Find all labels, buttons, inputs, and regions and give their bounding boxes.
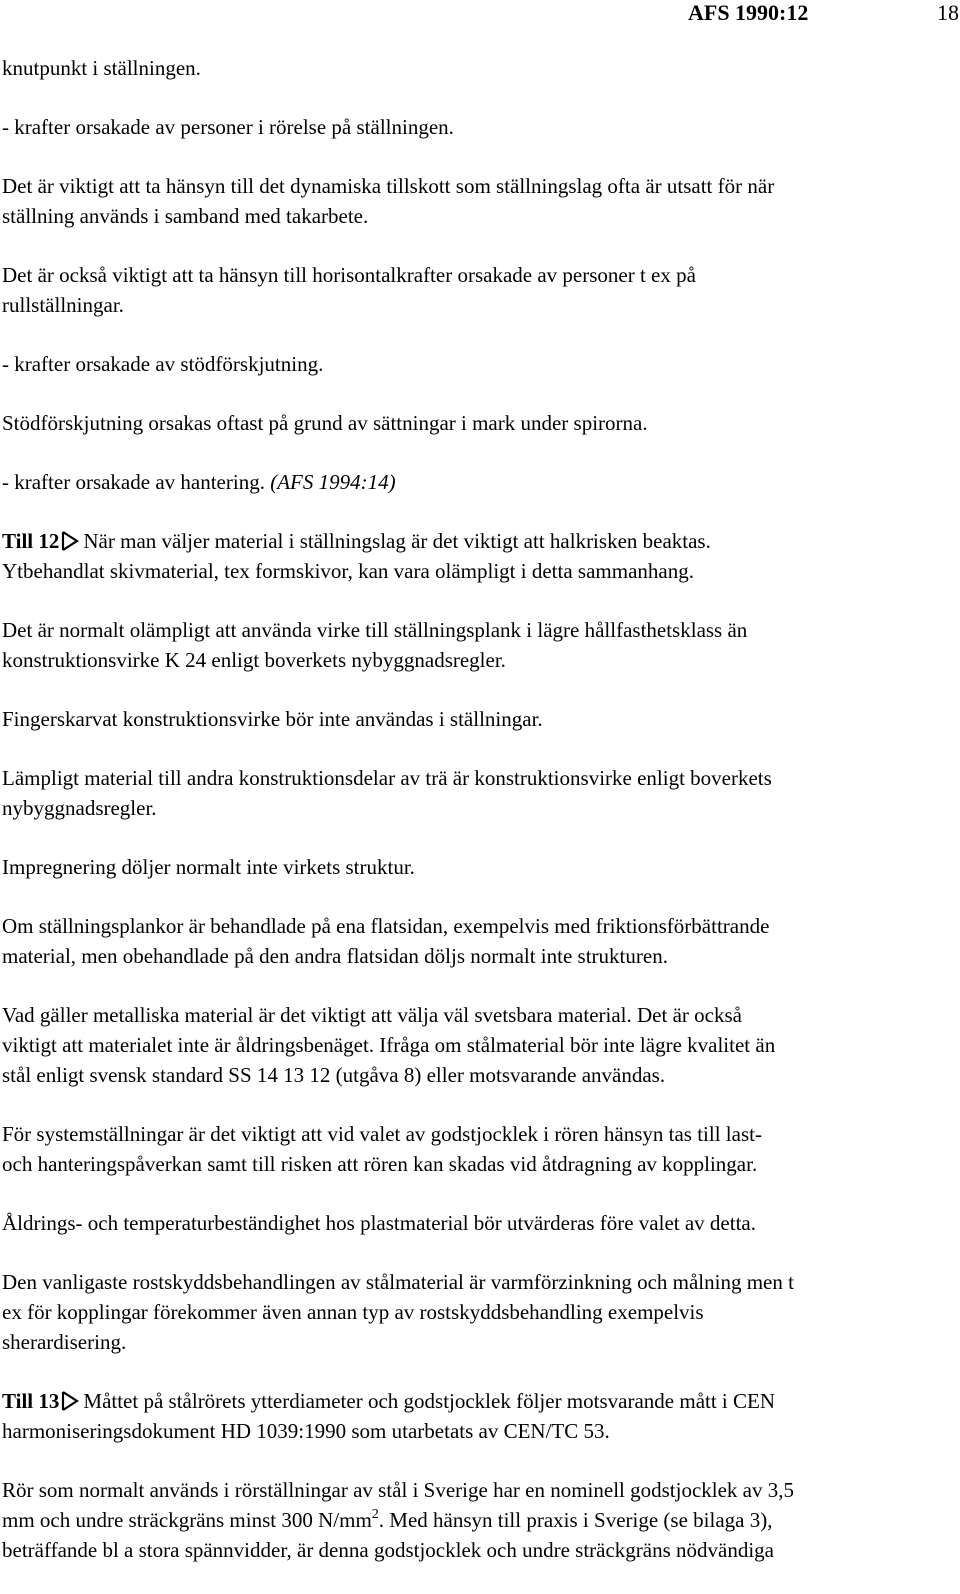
section-ref: Till 12 xyxy=(2,529,60,553)
paragraph: Fingerskarvat konstruktionsvirke bör inte användas i ställningar. xyxy=(2,707,543,731)
paragraph: - krafter orsakade av stödförskjutning. xyxy=(2,352,324,376)
paragraph: Till 12 När man väljer material i ställningslag är det viktigt att halkrisken beaktas. xyxy=(2,529,711,553)
section-ref: Till 13 xyxy=(2,1389,60,1413)
superscript: 2 xyxy=(371,1507,379,1522)
paragraph: Om ställningsplankor är behandlade på ena flatsidan, exempelvis med friktionsförbättrande material, men obehandlade på den andra flatsidan döljs normalt inte strukturen. xyxy=(2,914,770,968)
paragraph: För systemställningar är det viktigt att vid valet av godstjocklek i rören hänsyn tas till last- och hanteringspåverkan samt till risken att rören kan skadas vid åtdragning av kopplingar. xyxy=(2,1122,762,1176)
paragraph: Impregnering döljer normalt inte virkets struktur. xyxy=(2,855,415,879)
paragraph: Stödförskjutning orsakas oftast på grund av sättningar i mark under spirorna. xyxy=(2,411,648,435)
paragraph: knutpunkt i ställningen. xyxy=(2,56,201,80)
paragraph: - krafter orsakade av hantering. (AFS 1994:14) xyxy=(2,470,396,494)
document-code: AFS 1990:12 xyxy=(688,0,809,25)
page-header xyxy=(0,0,960,30)
paragraph: Till 13 Måttet på stålrörets ytterdiameter och godstjocklek följer motsvarande mått i CEN harmoniseringsdokument HD 1039:1990 som utarbetats av CEN/TC 53. xyxy=(2,1389,776,1443)
paragraph: Ytbehandlat skivmaterial, tex formskivor, kan vara olämpligt i detta sammanhang. xyxy=(2,559,694,583)
document-body xyxy=(2,53,960,1594)
paragraph-sign-icon xyxy=(61,1390,79,1412)
paragraph: Det är viktigt att ta hänsyn till det dynamiska tillskott som ställningslag ofta är utsatt för när ställning används i samband med takarbete. xyxy=(2,174,775,228)
amendment-reference: (AFS 1994:14) xyxy=(270,470,396,494)
paragraph: Vad gäller metalliska material är det viktigt att välja väl svetsbara material. Det är också viktigt att materialet inte är åldringsbenäget. Ifråga om stålmaterial bör inte lägre kvalitet än stål enligt svensk standard SS 14 13 12 (utgåva 8) eller motsvarande användas. xyxy=(2,1003,776,1087)
paragraph: Det är normalt olämpligt att använda virke till ställningsplank i lägre hållfasthetsklass än konstruktionsvirke K 24 enligt boverkets nybyggnadsregler. xyxy=(2,618,748,672)
paragraph-sign-icon xyxy=(61,530,79,552)
page-number: 18 xyxy=(937,0,959,25)
paragraph: - krafter orsakade av personer i rörelse på ställningen. xyxy=(2,115,454,139)
paragraph: Rör som normalt används i rörställningar av stål i Sverige har en nominell godstjocklek av 3,5 mm och undre sträckgräns minst 300 $N/mm^2$. Med hänsyn till praxis i Sverige (se bilaga 3), beträffande bl a stora spännvidder, är denna godstjocklek och undre sträckgräns nödvändiga xyxy=(2,1478,795,1562)
paragraph: Det är också viktigt att ta hänsyn till horisontalkrafter orsakade av personer t ex på rullställningar. xyxy=(2,263,696,317)
paragraph: Åldrings- och temperaturbeständighet hos plastmaterial bör utvärderas före valet av detta. xyxy=(2,1211,756,1235)
paragraph: Den vanligaste rostskyddsbehandlingen av stålmaterial är varmförzinkning och målning men t ex för kopplingar förekommer även annan typ av rostskyddsbehandling exempelvis sherardisering. xyxy=(2,1270,794,1354)
paragraph: Lämpligt material till andra konstruktionsdelar av trä är konstruktionsvirke enligt boverkets nybyggnadsregler. xyxy=(2,766,772,820)
